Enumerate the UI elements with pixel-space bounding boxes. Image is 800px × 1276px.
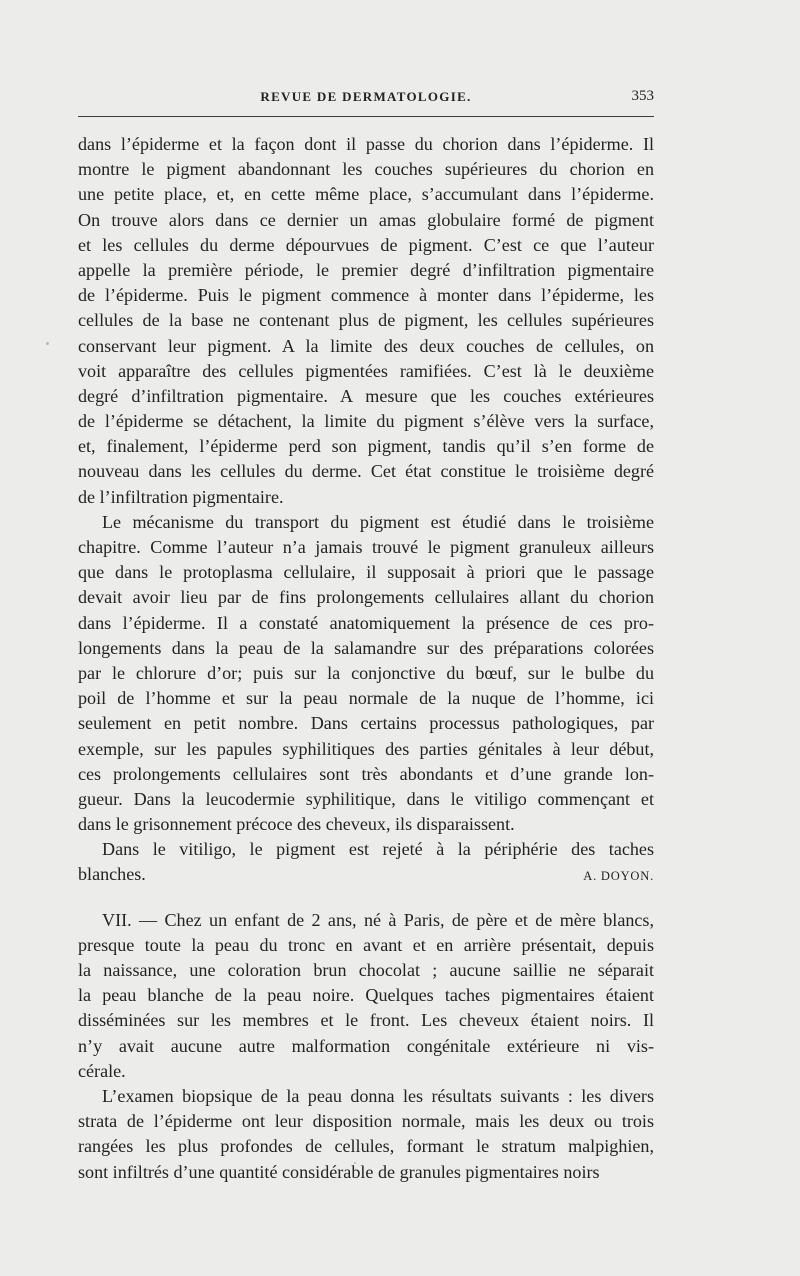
text-line: rangées les plus profondes de cellules, formant le stratum malpighien, [78, 1136, 654, 1157]
text-line: sont infiltrés d’une quantité considérable de granules pigmentaires noirs [78, 1161, 600, 1182]
text-line: longements dans la peau de la salamandre sur des préparations colorées [78, 637, 654, 658]
section-gap [78, 888, 654, 908]
text-line: et les cellules du derme dépourvues de pigment. C’est ce que l’auteur [78, 234, 654, 255]
paragraph-pigment-transport [78, 510, 654, 837]
text-line: Dans le vitiligo, le pigment est rejeté à la périphérie des taches [102, 839, 654, 860]
paragraph-biopsy-results [78, 1084, 654, 1185]
header-rule [78, 116, 654, 117]
text-line: Le mécanisme du transport du pigment est étudié dans le troisième [102, 511, 654, 532]
text-line: L’examen biopsique de la peau donna les résultats suivants : les divers [102, 1085, 654, 1106]
text-line: cérale. [78, 1060, 126, 1081]
text-line: seulement en petit nombre. Dans certains processus pathologiques, par [78, 713, 654, 734]
text-line: que dans le protoplasma cellulaire, il supposait à priori que le passage [78, 562, 654, 583]
text-line: et, finalement, l’épiderme perd son pigment, tandis qu’il s’en forme de [78, 436, 654, 457]
text-line: dans le grisonnement précoce des cheveux, ils disparaissent. [78, 814, 515, 835]
text-line: presque toute la peau du tronc en avant et en arrière présentait, depuis [78, 934, 654, 955]
text-line: VII. — Chez un enfant de 2 ans, né à Paris, de père et de mère blancs, [102, 909, 654, 930]
text-line: nouveau dans les cellules du derme. Cet état constitue le troisième degré [78, 461, 654, 482]
text-line: ces prolongements cellulaires sont très abondants et d’une grande lon- [78, 763, 654, 784]
text-line: cellules de la base ne contenant plus de pigment, les cellules supérieures [78, 310, 654, 331]
text-line: montre le pigment abandonnant les couches supérieures du chorion en [78, 159, 654, 180]
text-line: de l’épiderme. Puis le pigment commence à monter dans l’épiderme, les [78, 285, 654, 306]
running-title: REVUE DE DERMATOLOGIE. [260, 89, 472, 104]
article-text [78, 132, 654, 1185]
text-line: de l’infiltration pigmentaire. [78, 486, 284, 507]
author-signature: A. DOYON. [583, 869, 654, 884]
text-line: exemple, sur les papules syphilitiques des parties génitales à leur début, [78, 738, 654, 759]
text-line: dans l’épiderme. Il a constaté anatomiquement la présence de ces pro- [78, 612, 654, 633]
text-line: strata de l’épiderme ont leur disposition normale, mais les deux ou trois [78, 1111, 654, 1132]
text-line: devait avoir lieu par de fins prolongements cellulaires allant du chorion [78, 587, 654, 608]
text-line: de l’épiderme se détachent, la limite du pigment s’élève vers la surface, [78, 411, 654, 432]
text-line: voit apparaître des cellules pigmentées ramifiées. C’est là le deuxième [78, 360, 654, 381]
text-line: degré d’infiltration pigmentaire. A mesure que les couches extérieures [78, 385, 654, 406]
text-line: On trouve alors dans ce dernier un amas globulaire formé de pigment [78, 209, 654, 230]
ink-speck [354, 1162, 356, 1164]
page-number: 353 [631, 88, 654, 104]
text-line: chapitre. Comme l’auteur n’a jamais trouvé le pigment granuleux ailleurs [78, 537, 654, 557]
paragraph-vitiligo-conclusion [78, 837, 654, 887]
paragraph-case-vii [78, 908, 654, 1084]
text-line: la naissance, une coloration brun chocolat ; aucune saillie ne séparait [78, 960, 654, 980]
text-line: conservant leur pigment. A la limite des deux couches de cellules, on [78, 335, 654, 356]
text-line: par le chlorure d’or; puis sur la conjonctive du bœuf, sur le bulbe du [78, 662, 654, 683]
ink-speck [46, 342, 49, 345]
page-header [78, 89, 654, 113]
closing-line [78, 862, 654, 887]
text-line: la peau blanche de la peau noire. Quelques taches pigmentaires étaient [78, 985, 654, 1006]
text-line: disséminées sur les membres et le front. Les cheveux étaient noirs. Il [78, 1010, 654, 1031]
text-line: n’y avait aucune autre malformation congénitale extérieure ni vis- [78, 1035, 654, 1056]
paragraph-pigment-periods [78, 132, 654, 510]
text-line: poil de l’homme et sur la peau normale de la nuque de l’homme, ici [78, 688, 654, 709]
closing-text: blanches. [78, 864, 146, 885]
text-line: gueur. Dans la leucodermie syphilitique, dans le vitiligo commençant et [78, 788, 654, 809]
text-line: appelle la première période, le premier degré d’infiltration pigmentaire [78, 259, 654, 280]
text-line: dans l’épiderme et la façon dont il passe du chorion dans l’épiderme. Il [78, 134, 654, 154]
text-line: une petite place, et, en cette même place, s’accumulant dans l’épiderme. [78, 184, 654, 205]
